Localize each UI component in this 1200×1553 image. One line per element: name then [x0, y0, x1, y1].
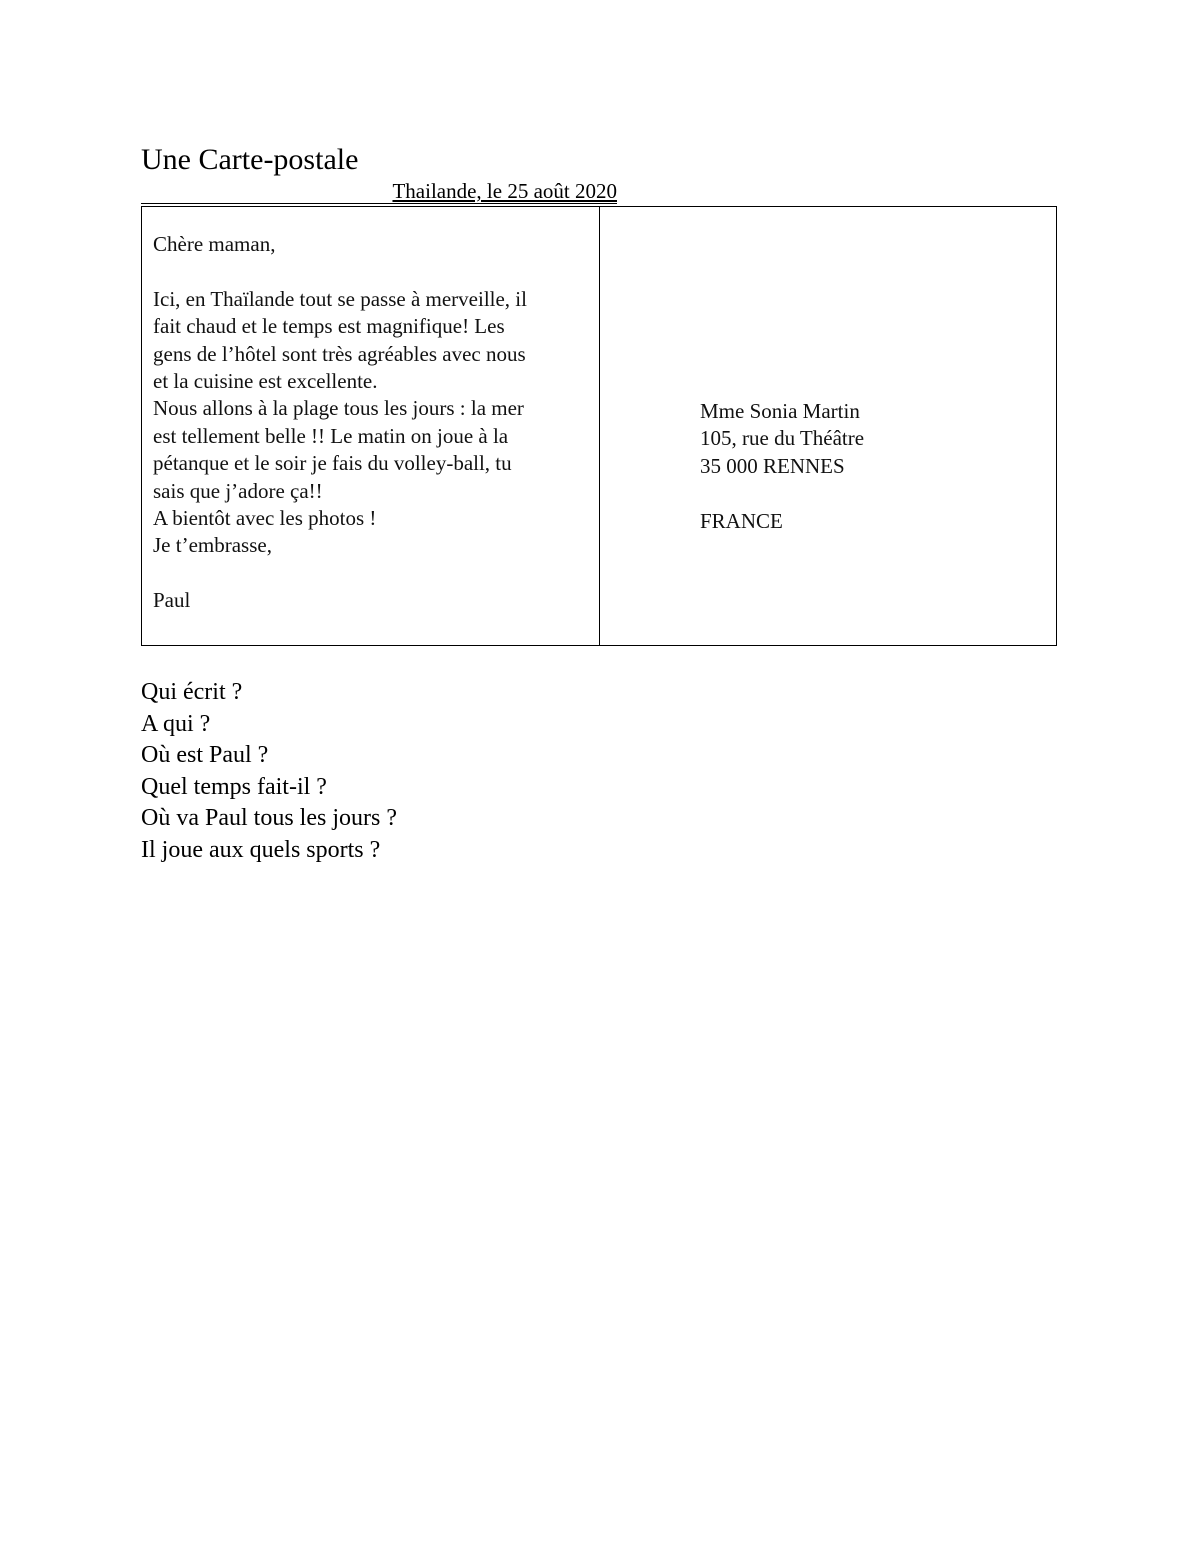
- message-line: sais que j’adore ça!!: [153, 478, 323, 503]
- message-line: Ici, en Thaïlande tout se passe à merveille, il: [153, 286, 527, 311]
- message-line: est tellement belle !! Le matin on joue à la: [153, 423, 509, 448]
- message-line: gens de l’hôtel sont très agréables avec nous: [153, 341, 526, 366]
- date-text: Thailande, le 25 août 2020: [392, 179, 617, 203]
- message-spacer: [153, 258, 588, 285]
- message-spacer: [153, 560, 588, 587]
- postcard-address: [700, 398, 864, 535]
- address-city: 35 000 RENNES: [700, 453, 845, 478]
- message-line: Je t’embrasse,: [153, 533, 272, 558]
- message-line: et la cuisine est excellente.: [153, 369, 378, 394]
- message-line: Nous allons à la plage tous les jours : la mer: [153, 396, 524, 421]
- address-spacer: [700, 480, 864, 507]
- question-item: Où va Paul tous les jours ?: [141, 805, 397, 832]
- postcard-message: [153, 231, 588, 615]
- question-item: Où est Paul ?: [141, 742, 269, 769]
- message-line: pétanque et le soir je fais du volley-ball, tu: [153, 451, 512, 476]
- questions-list: [141, 677, 397, 867]
- address-name: Mme Sonia Martin: [700, 399, 860, 423]
- question-item: Qui écrit ?: [141, 679, 243, 705]
- question-item: A qui ?: [141, 710, 211, 737]
- message-line: fait chaud et le temps est magnifique! Les: [153, 314, 505, 339]
- message-line: A bientôt avec les photos !: [153, 506, 377, 531]
- message-greeting: Chère maman,: [153, 232, 276, 256]
- question-item: Il joue aux quels sports ?: [141, 836, 381, 863]
- page-title: Une Carte-postale: [141, 143, 359, 176]
- address-street: 105, rue du Théâtre: [700, 426, 865, 451]
- question-item: Quel temps fait-il ?: [141, 773, 327, 800]
- postcard: [141, 206, 1057, 646]
- address-country: FRANCE: [700, 508, 783, 533]
- message-signature: Paul: [153, 588, 191, 613]
- postcard-divider: [599, 207, 600, 645]
- date-line: [141, 178, 617, 204]
